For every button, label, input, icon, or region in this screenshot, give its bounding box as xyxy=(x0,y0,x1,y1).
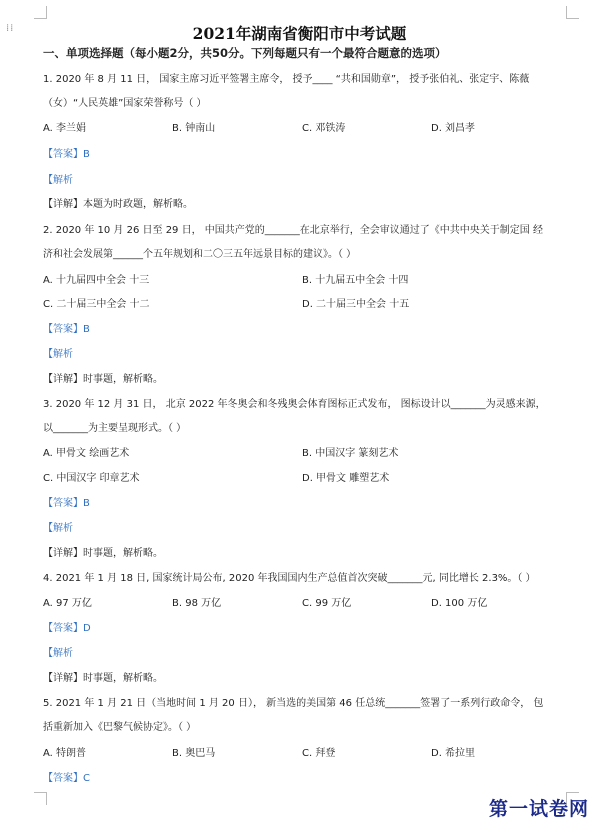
question-2-analysis: 【解析 xyxy=(43,349,73,360)
page-corner-top-left xyxy=(34,6,47,19)
question-4-analysis: 【解析 xyxy=(43,648,73,659)
question-5-option-d: D. 希拉里 xyxy=(431,748,476,759)
question-1-detail: 【详解】本题为时政题，解析略。 xyxy=(43,199,193,210)
question-4-option-b: B. 98 万亿 xyxy=(172,598,222,609)
question-5-answer: 【答案】C xyxy=(43,773,90,784)
page-corner-bottom-left xyxy=(34,792,47,805)
page-title: 2021年湖南省衡阳市中考试题 xyxy=(192,24,407,43)
page-corner-top-right xyxy=(566,6,579,19)
question-3-answer: 【答案】B xyxy=(43,498,90,509)
drag-handle-icon[interactable]: ⁞⁞ xyxy=(6,23,15,34)
question-5-stem-line-2: 括重新加入《巴黎气候协定》。（ ） xyxy=(43,722,197,733)
site-watermark: 第一试卷网 xyxy=(488,798,589,820)
question-4-detail: 【详解】时事题，解析略。 xyxy=(43,673,163,684)
question-1-option-c: C. 邓铁涛 xyxy=(302,123,346,134)
question-5-stem-line-1: 5. 2021 年 1 月 21 日（当地时间 1 月 20 日）， 新当选的美国第 46 任总统_______签署了一系列行政命令， 包 xyxy=(43,698,544,709)
question-2-answer: 【答案】B xyxy=(43,324,90,335)
question-1-stem-line-2: （女）“人民英雄”国家荣誉称号（ ） xyxy=(43,98,207,109)
question-2-option-a: A. 十九届四中全会 十三 xyxy=(43,275,150,286)
question-3-stem-line-1: 3. 2020 年 12 月 31 日， 北京 2022 年冬奥会和冬残奥会体育图标正式发布， 图标设计以_______为灵感来源， xyxy=(43,399,546,410)
question-2-option-b: B. 十九届五中全会 十四 xyxy=(302,275,409,286)
question-3-option-a: A. 甲骨文 绘画艺术 xyxy=(43,448,130,459)
question-3-analysis: 【解析 xyxy=(43,523,73,534)
question-5-option-a: A. 特朗普 xyxy=(43,748,87,759)
question-2-option-c: C. 二十届三中全会 十二 xyxy=(43,299,150,310)
question-2-stem-line-1: 2. 2020 年 10 月 26 日至 29 日， 中国共产党的_______在北京举行，全会审议通过了《中共中央关于制定国 经 xyxy=(43,225,543,236)
question-5-option-c: C. 拜登 xyxy=(302,748,336,759)
question-1-analysis: 【解析 xyxy=(43,175,73,186)
question-2-stem-line-2: 济和社会发展第______个五年规划和二〇三五年远景目标的建议》。（ ） xyxy=(43,249,357,260)
question-1-option-b: B. 钟南山 xyxy=(172,123,216,134)
question-1-stem-line-1: 1. 2020 年 8 月 11 日， 国家主席习近平签署主席令， 授予____ “共和国勋章”， 授予张伯礼、张定宇、陈薇 xyxy=(43,74,530,85)
question-3-detail: 【详解】时事题，解析略。 xyxy=(43,548,163,559)
question-1-option-d: D. 刘昌孝 xyxy=(431,123,476,134)
question-4-option-d: D. 100 万亿 xyxy=(431,598,488,609)
question-3-stem-line-2: 以_______为主要呈现形式。（ ） xyxy=(43,423,187,434)
question-5-option-b: B. 奥巴马 xyxy=(172,748,216,759)
question-1-answer: 【答案】B xyxy=(43,149,90,160)
question-4-option-c: C. 99 万亿 xyxy=(302,598,352,609)
question-3-option-c: C. 中国汉字 印章艺术 xyxy=(43,473,140,484)
question-2-option-d: D. 二十届三中全会 十五 xyxy=(302,299,410,310)
question-3-option-b: B. 中国汉字 篆刻艺术 xyxy=(302,448,399,459)
question-4-answer: 【答案】D xyxy=(43,623,91,634)
question-2-detail: 【详解】时事题，解析略。 xyxy=(43,374,163,385)
question-4-stem-line-1: 4. 2021 年 1 月 18 日, 国家统计局公布, 2020 年我国国内生产总值首次突破_______元, 同比增长 2.3%。（ ） xyxy=(43,573,536,584)
question-4-option-a: A. 97 万亿 xyxy=(43,598,92,609)
section-heading: 一、单项选择题（每小题2分，共50分。下列每题只有一个最符合题意的选项） xyxy=(43,46,447,60)
question-3-option-d: D. 甲骨文 雕塑艺术 xyxy=(302,473,390,484)
question-1-option-a: A. 李兰娟 xyxy=(43,123,87,134)
